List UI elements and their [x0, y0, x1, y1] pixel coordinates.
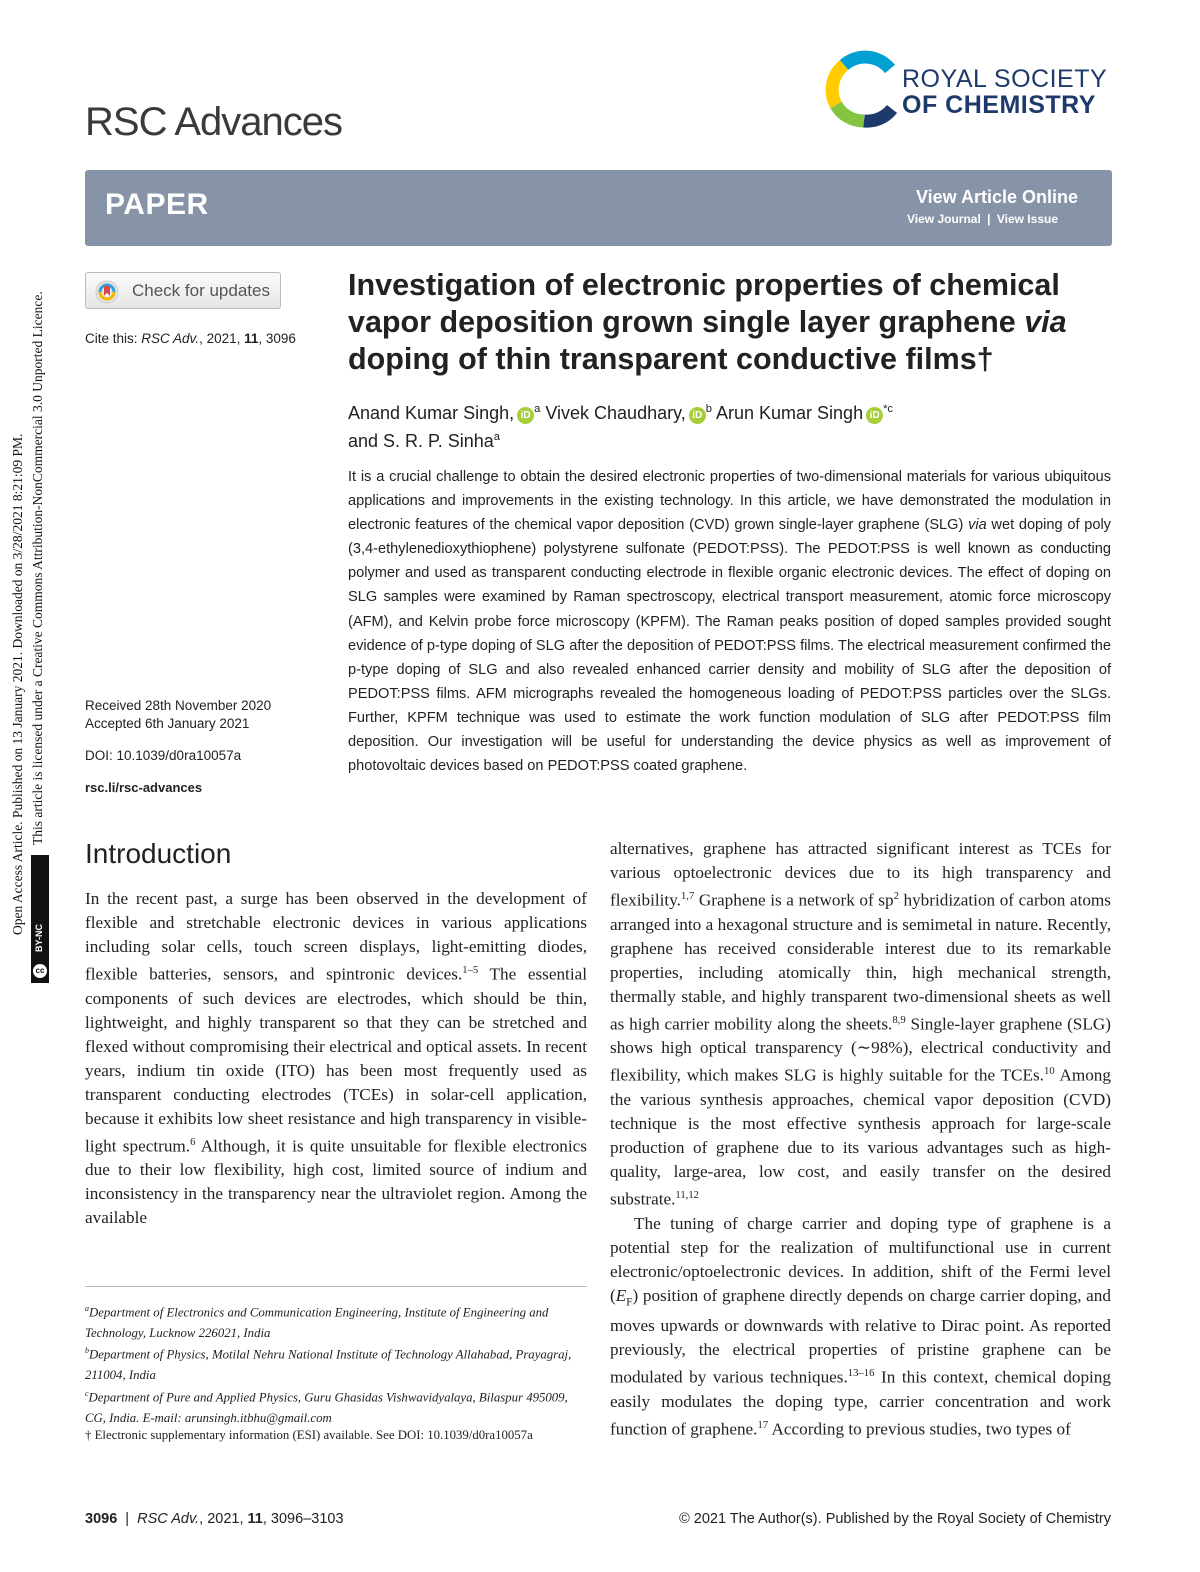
page-footer-left: 3096 | RSC Adv., 2021, 11, 3096–3103 [85, 1511, 344, 1527]
link-separator: | [987, 212, 991, 226]
article-type: PAPER [105, 188, 209, 221]
footnote-affiliation-c: $^c$Department of Pure and Applied Physics, Guru Ghasidas Vishwavidyalaya, Bilaspur 495009, CG, India. E-mail: arunsingh.itbhu@gmail.com [85, 1389, 568, 1426]
check-for-updates-button[interactable] [85, 272, 281, 309]
publisher-line2: OF CHEMISTRY [902, 91, 1096, 119]
article-type-banner [85, 170, 1112, 246]
author-list: Anand Kumar Singh, $iD^a$ Vivek Chaudhary, $iD^b$ Arun Kumar Singh $iD^{*c}$ and S. R. P. Sinha$^a$ [348, 403, 893, 451]
banner-links [907, 212, 1058, 226]
check-for-updates-label: Check for updates [132, 281, 270, 300]
footnote-divider [85, 1286, 587, 1287]
view-article-online-link[interactable]: View Article Online [915, 187, 1078, 207]
orcid-icon[interactable]: iD [866, 407, 883, 424]
accepted-date: Accepted 6th January 2021 [85, 716, 250, 731]
author-name: and S. R. P. Sinha [348, 431, 494, 451]
licence-notice[interactable]: This article is licensed under a Creative Commons Attribution-NonCommercial 3.0 Unported Licence. [30, 291, 45, 845]
citation: Cite this: RSC Adv., 2021, 11, 3096 [85, 331, 296, 346]
footnote-affiliation-b: $^b$Department of Physics, Motilal Nehru National Institute of Technology Allahabad, Prayagraj, 211004, India [85, 1346, 572, 1383]
received-date: Received 28th November 2020 [85, 698, 272, 713]
crossmark-icon [95, 280, 119, 304]
cc-icon: cc [33, 964, 47, 978]
cc-badge-label: BY-NC [34, 923, 44, 952]
view-issue-link[interactable]: View Issue [996, 212, 1058, 226]
rsc-logo[interactable] [824, 47, 1114, 131]
publisher-line1: ROYAL SOCIETY [902, 65, 1108, 93]
orcid-icon[interactable]: iD [689, 407, 706, 424]
article-title: Investigation of electronic properties of chemical vapor deposition grown single layer graphene via doping of thin transparent conductive films† [348, 268, 1067, 376]
author-name: Vivek Chaudhary, [545, 403, 686, 423]
author-name: Anand Kumar Singh, [348, 403, 515, 423]
section-heading: Introduction [85, 838, 232, 869]
abstract: It is a crucial challenge to obtain the desired electronic properties of two-dimensional materials for various ubiquitous applications and improvements in the existing technology. In this article, we have demonstrated the modulation in electronic features of the chemical vapor deposition (CVD) grown single-layer graphene (SLG) via wet doping of poly (3,4-ethylenedioxythiophene) polystyrene sulfonate (PEDOT:PSS). The PEDOT:PSS is well known as conducting polymer and used as transparent conducting electrode in flexible organic electronic devices. The effect of doping on SLG samples were examined by Raman spectroscopy, electrical transport measurement, atomic force microscopy (AFM), and Kelvin probe force microscopy (KPFM). The Raman peaks position of doped samples provided sought evidence of p-type doping of SLG after the deposition of PEDOT:PSS films. The electrical measurement confirmed the p-type doping of SLG and also revealed enhanced carrier density and mobility of SLG after the deposition of PEDOT:PSS films. AFM micrographs revealed the homogeneous loading of PEDOT:PSS particles over the SLGs. Further, KPFM technique was used to estimate the work function modulation of SLG after PEDOT:PSS film deposition. Our investigation will be useful for understanding the device physics as well as improvement of photovoltaic devices based on PEDOT:PSS coated graphene. [348, 469, 1111, 775]
open-access-notice: Open Access Article. Published on 13 January 2021. Downloaded on 3/28/2021 8:21:09 PM. [10, 433, 25, 935]
doi[interactable]: DOI: 10.1039/d0ra10057a [85, 748, 242, 763]
footnote-esi: † Electronic supplementary information (ESI) available. See DOI: 10.1039/d0ra10057a [85, 1428, 533, 1442]
body-column-left: In the recent past, a surge has been observed in the development of flexible and stretchable electronic devices in various applications including solar cells, touch screen displays, light-emitting diodes, flexible batteries, sensors, and spintronic devices.$^{1-5}$ The essential components of such devices are electrodes, which should be thin, lightweight, and highly transparent so that they can be stretched and flexed without compromising their electrical and optical assets. In recent years, indium tin oxide (ITO) has been most frequently used as transparent conducting electrodes (TCEs) in solar-cell application, because it exhibits low sheet resistance and high transparency in visible-light spectrum.$^6$ Although, it is quite unsuitable for flexible electronics due to their low flexibility, high cost, limited source of indium and inconsistency in the transparency near the ultraviolet region. Among the available [85, 889, 588, 1228]
body-column-right: alternatives, graphene has attracted significant interest as TCEs for various optoelectronic devices due to its high transparency and flexibility.$^{1,7}$ Graphene is a network of $sp^2$ hybridization of carbon atoms arranged into a hexagonal structure and is semimetal in nature. Recently, graphene has received considerable interest due to its remarkable properties, including atomically thin, high mechanical strength, thermally stable, and highly transparent two-dimensional sheets as well as high carrier mobility along the sheets.$^{8,9}$ Single-layer graphene (SLG) shows high optical transparency (∼98%), electrical conductivity and flexibility, which makes SLG is highly suitable for the TCEs.$^{10}$ Among the various synthesis approaches, chemical vapor deposition (CVD) technique is the most effective synthesis approach for large-scale production of graphene due to its various advantages such as high-quality, large-area, low cost, and easily transfer on the desired substrate.$^{11,12}$ The tuning of charge carrier and doping type of graphene is a potential step for the realization of multifunctional use in current electronic/optoelectronic devices. In addition, shift of the Fermi level $(E_F)$ position of graphene directly depends on charge carrier doping, and moves upwards or downwards with relative to Dirac point. As reported previously, the electrical properties of pristine graphene can be modulated by various techniques.$^{13-16}$ In this context, chemical doping easily modulates the doping type, carrier concentration and work function of graphene.$^{17}$ According to previous studies, two types of [610, 839, 1111, 1439]
orcid-icon[interactable]: iD [517, 407, 534, 424]
journal-link[interactable]: rsc.li/rsc-advances [85, 780, 203, 795]
journal-name: RSC Advances [85, 100, 343, 144]
page-number: 3096 [85, 1511, 118, 1527]
rsc-logo-mark-icon [824, 47, 908, 131]
author-name: Arun Kumar Singh [716, 403, 864, 423]
cc-badge[interactable] [31, 855, 49, 983]
footnote-affiliation-a: $^a$Department of Electronics and Communication Engineering, Institute of Engineering and Technology, Lucknow 226021, India [85, 1304, 549, 1341]
copyright-notice: © 2021 The Author(s). Published by the Royal Society of Chemistry [679, 1511, 1111, 1527]
view-journal-link[interactable]: View Journal [906, 212, 981, 226]
